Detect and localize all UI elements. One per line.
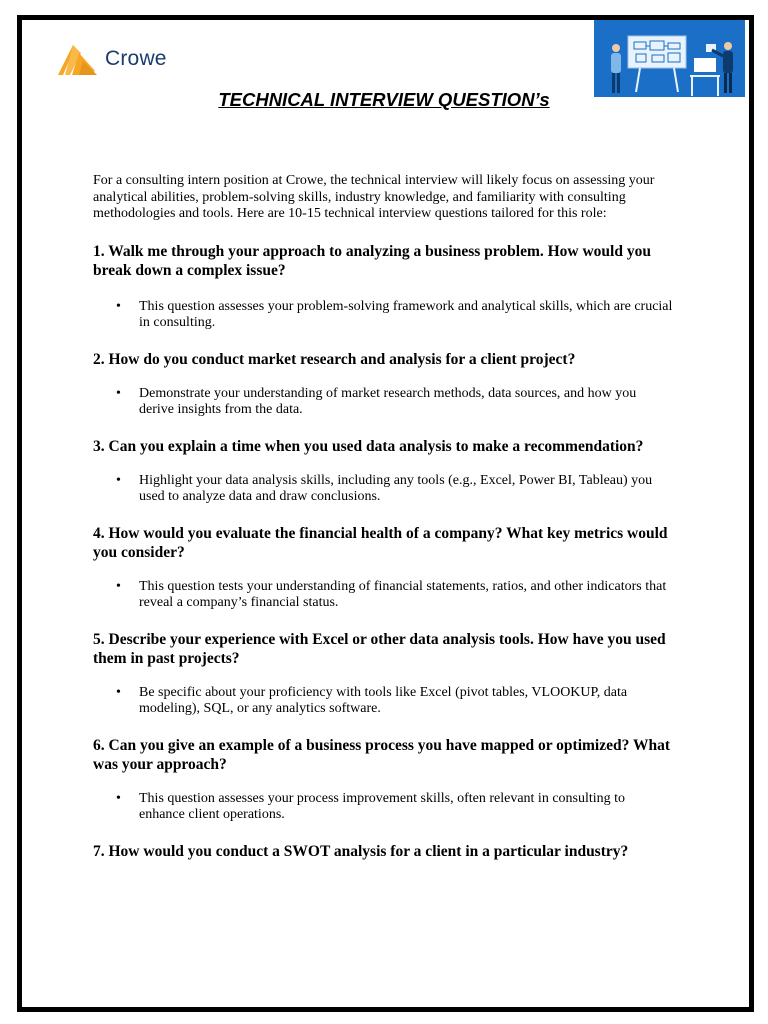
bullet-text: Highlight your data analysis skills, including any tools (e.g., Excel, Power BI, Tableau) you used to analyze data and draw conclusions. — [139, 472, 653, 504]
bullet-list — [93, 791, 673, 824]
question-heading: 2. How do you conduct market research and analysis for a client project? — [93, 350, 576, 368]
document-title: TECHNICAL INTERVIEW QUESTION’s — [218, 89, 550, 110]
bullet-text: Demonstrate your understanding of market research methods, data sources, and how you derive insights from the data. — [139, 385, 637, 417]
question-3 — [93, 437, 673, 506]
team-whiteboard-illustration — [594, 20, 745, 97]
question-heading: 7. How would you conduct a SWOT analysis for a client in a particular industry? — [93, 842, 629, 860]
list-item — [93, 579, 673, 612]
crowe-logo — [57, 41, 182, 77]
bullet-text: Be specific about your proficiency with tools like Excel (pivot tables, VLOOKUP, data modeling), SQL, or any analytics software. — [139, 684, 628, 716]
question-heading: 4. How would you evaluate the financial health of a company? What key metrics would you consider? — [93, 524, 668, 561]
list-item — [93, 791, 673, 824]
intro-paragraph: For a consulting intern position at Crowe, the technical interview will likely focus on assessing your analytical abilities, problem-solving skills, industry knowledge, and familiarity with consulting methodologies and tools. Here are 10-15 technical interview questions tailored for this role: — [93, 173, 655, 221]
bullet-icon: • — [116, 684, 121, 700]
list-item — [93, 685, 673, 718]
question-6 — [93, 736, 673, 824]
logo-wordmark: Crowe — [105, 47, 167, 70]
bullet-list — [93, 386, 673, 419]
bullet-list — [93, 685, 673, 718]
question-heading: 6. Can you give an example of a business process you have mapped or optimized? What was your approach? — [93, 736, 670, 773]
bullet-text: This question tests your understanding of financial statements, ratios, and other indicators that reveal a company’s financial status. — [139, 578, 667, 610]
bullet-icon: • — [116, 578, 121, 594]
bullet-list — [93, 473, 673, 506]
question-4 — [93, 524, 673, 612]
question-heading: 5. Describe your experience with Excel or other data analysis tools. How have you used them in past projects? — [93, 630, 666, 667]
list-item — [93, 386, 673, 419]
question-heading: 3. Can you explain a time when you used data analysis to make a recommendation? — [93, 437, 644, 455]
bullet-icon: • — [116, 472, 121, 488]
bullet-text: This question assesses your problem-solving framework and analytical skills, which are crucial in consulting. — [139, 298, 673, 330]
question-1 — [93, 242, 673, 332]
bullet-icon: • — [116, 790, 121, 806]
question-heading: 1. Walk me through your approach to analyzing a business problem. How would you break down a complex issue? — [93, 242, 651, 279]
crowe-logo-icon — [57, 41, 101, 77]
question-2 — [93, 350, 673, 419]
question-5 — [93, 630, 673, 718]
bullet-text: This question assesses your process improvement skills, often relevant in consulting to enhance client operations. — [139, 790, 626, 822]
question-7 — [93, 842, 673, 861]
bullet-list — [93, 299, 673, 332]
list-item — [93, 299, 673, 332]
bullet-icon: • — [116, 298, 121, 314]
document-body — [93, 173, 673, 861]
bullet-list — [93, 579, 673, 612]
bullet-icon: • — [116, 385, 121, 401]
list-item — [93, 473, 673, 506]
